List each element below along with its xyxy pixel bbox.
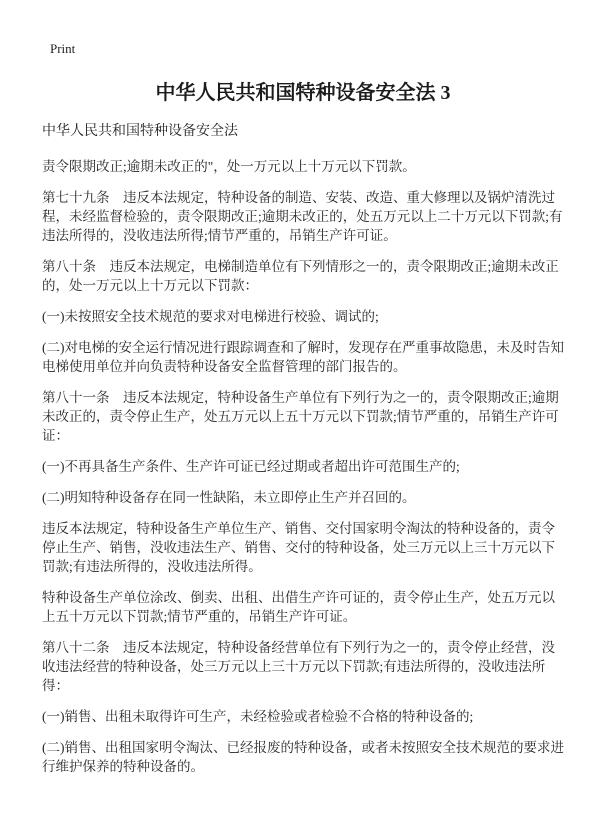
paragraph-penalty-intro: 责令限期改正;逾期未改正的"，处一万元以上十万元以下罚款。 <box>42 159 416 174</box>
paragraph-article-82-item-2: (二)销售、出租国家明令淘汰、已经报废的特种设备，或者未按照安全技术规范的要求进行维护保养的特种设备的。 <box>42 740 564 774</box>
page-title: 中华人民共和国特种设备安全法 3 <box>155 82 451 104</box>
paragraph-article-81: 第八十一条 违反本法规定，特种设备生产单位有下列行为之一的，责令限期改正;逾期未改正的，责令停止生产，处五万元以上五十万元以下罚款;情节严重的，吊销生产许可证： <box>42 390 559 443</box>
paragraph-article-82: 第八十二条 违反本法规定，特种设备经营单位有下列行为之一的，责令停止经营，没收违法经营的特种设备，处三万元以上三十万元以下罚款;有违法所得的，没收违法所得： <box>42 640 555 693</box>
paragraph-article-81-item-2: (二)明知特种设备存在同一性缺陷，未立即停止生产并召回的。 <box>42 490 416 505</box>
paragraph-article-81-extra-2: 特种设备生产单位涂改、倒卖、出租、出借生产许可证的，责令停止生产，处五万元以上五十万元以下罚款;情节严重的，吊销生产许可证。 <box>42 590 555 624</box>
paragraph-article-80: 第八十条 违反本法规定，电梯制造单位有下列情形之一的，责令限期改正;逾期未改正的，处一万元以上十万元以下罚款： <box>42 259 559 293</box>
paragraph-article-81-item-1: (一)不再具备生产条件、生产许可证已经过期或者超出许可范围生产的; <box>42 459 460 474</box>
paragraph-article-82-item-1: (一)销售、出租未取得许可生产，未经检验或者检验不合格的特种设备的; <box>42 709 474 724</box>
paragraph-article-80-item-1: (一)未按照安全技术规范的要求对电梯进行校验、调试的; <box>42 309 379 324</box>
paragraph-article-79: 第七十九条 违反本法规定，特种设备的制造、安装、改造、重大修理以及锅炉清洗过程，未经监督检验的，责令限期改正;逾期未改正的，处五万元以上二十万元以下罚款;有违法所得的，没收违法所得;情节严重的，吊销生产许可证。 <box>42 190 563 243</box>
paragraph-article-80-item-2: (二)对电梯的安全运行情况进行跟踪调查和了解时，发现存在严重事故隐患，未及时告知电梯使用单位并向负责特种设备安全监督管理的部门报告的。 <box>42 340 564 374</box>
paragraph-article-81-extra-1: 违反本法规定，特种设备生产单位生产、销售、交付国家明令淘汰的特种设备的，责令停止生产、销售，没收违法生产、销售、交付的特种设备，处三万元以上三十万元以下罚款;有违法所得的，没收违法所得。 <box>42 521 555 574</box>
print-button[interactable]: Print <box>50 41 76 56</box>
document-subtitle: 中华人民共和国特种设备安全法 <box>42 124 238 139</box>
